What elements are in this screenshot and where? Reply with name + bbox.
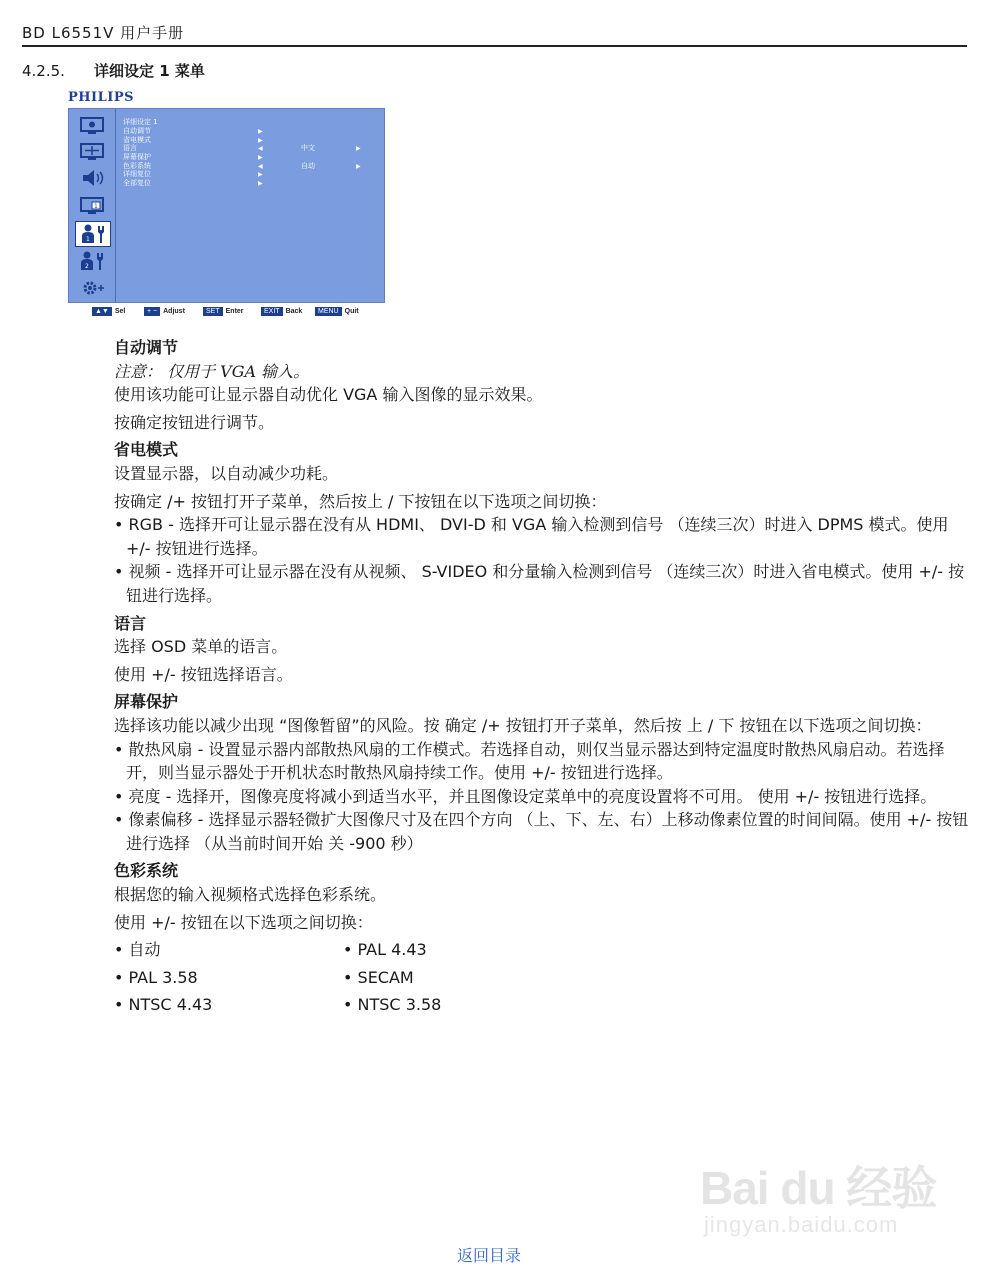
color-option: • PAL 4.43 <box>343 938 572 962</box>
arrow-right-icon: ▶ <box>356 162 361 170</box>
osd-sidebar <box>69 109 116 302</box>
legend-sel: ▲▼ Sel <box>92 307 125 316</box>
legend-back: EXIT Back <box>261 307 302 316</box>
power-save-bullet-rgb: • RGB - 选择开可让显示器在没有从 HDMI、 DVI-D 和 VGA 输入检测到信号 （连续三次）时进入 DPMS 模式。使用 +/- 按钮进行选择。 <box>114 513 970 560</box>
color-option: • PAL 3.58 <box>114 966 343 990</box>
arrow-right-icon: ▶ <box>258 136 263 144</box>
detail-settings-2-icon <box>77 250 107 272</box>
screen-saver-bullet-brightness: • 亮度 - 选择开，图像亮度将减小到适当水平，并且图像设定菜单中的亮度设置将不可用。 使用 +/- 按钮进行选择。 <box>114 785 970 809</box>
language-text: 选择 OSD 菜单的语言。 <box>114 637 288 657</box>
screen-saver-heading: 屏幕保护 <box>114 692 179 712</box>
pip-icon <box>77 195 107 217</box>
language-text: 使用 +/- 按钮选择语言。 <box>114 664 293 684</box>
color-system-value: 自动 <box>301 161 315 170</box>
detail-2-icon-label: 2 <box>85 263 89 270</box>
auto-adjust-text: 使用该功能可让显示器自动优化 VGA 输入图像的显示效果。 <box>114 385 543 405</box>
watermark-url: jingyan.baidu.com <box>704 1212 899 1237</box>
screen-saver-text: 选择该功能以减少出现 “图像暂留”的风险。按 确定 /+ 按钮打开子菜单，然后按 上 / 下 按钮在以下选项之间切换： <box>114 715 932 735</box>
document-header <box>22 22 967 47</box>
arrow-right-icon: ▶ <box>258 128 263 135</box>
osd-menu-item-auto-adjust[interactable]: 自动调节 ▶ <box>123 127 263 135</box>
arrow-left-icon: ◀ <box>258 145 263 153</box>
color-system-text: 使用 +/- 按钮在以下选项之间切换： <box>114 912 373 932</box>
pip-icon-label: 1 <box>94 203 98 210</box>
picture-icon <box>77 115 107 137</box>
auto-adjust-text: 按确定按钮进行调节。 <box>114 412 275 432</box>
language-heading: 语言 <box>114 613 147 633</box>
color-option: • NTSC 3.58 <box>343 993 572 1017</box>
color-option: • NTSC 4.43 <box>114 993 343 1017</box>
osd-menu-list <box>123 118 373 188</box>
power-save-text: 设置显示器，以自动减少功耗。 <box>114 463 339 483</box>
auto-adjust-heading: 自动调节 <box>114 338 179 357</box>
color-option: • 自动 <box>114 938 343 962</box>
power-save-text: 按确定 /+ 按钮打开子菜单，然后按上 / 下按钮在以下选项之间切换： <box>114 491 607 511</box>
osd-menu-item-full-reset[interactable]: 全部复位 ▶ <box>123 179 263 188</box>
language-value: 中文 <box>301 144 315 153</box>
legend-enter: SET Enter <box>203 307 244 316</box>
osd-menu-item-screen-saver[interactable]: 屏幕保护 ▶ <box>123 153 263 162</box>
osd-menu-item-detail-reset[interactable]: 详细复位 ▶ <box>123 170 263 179</box>
screen-saver-bullet-fan: • 散热风扇 - 设置显示器内部散热风扇的工作模式。若选择自动，则仅当显示器达到特定温度时散热风扇启动。若选择开，则当显示器处于开机状态时散热风扇持续工作。使用 +/- 按钮进行选择。 <box>114 738 970 785</box>
power-save-bullet-video: • 视频 - 选择开可让显示器在没有从视频、 S-VIDEO 和分量输入检测到信号 （连续三次）时进入省电模式。使用 +/- 按钮进行选择。 <box>114 560 970 607</box>
arrow-right-icon: ▶ <box>258 171 263 179</box>
baidu-jingyan-watermark <box>700 1130 960 1245</box>
philips-logo: PHILIPS <box>68 90 135 105</box>
color-system-options <box>114 938 970 1017</box>
arrow-right-icon: ▶ <box>258 180 263 188</box>
color-system-heading: 色彩系统 <box>114 861 179 881</box>
legend-adjust: + − Adjust <box>144 307 185 316</box>
osd-menu-item-language[interactable]: 语言 ◀ 中文 ▶ <box>123 144 361 153</box>
section-number: 4.2.5. <box>22 62 65 80</box>
arrow-left-icon: ◀ <box>258 162 263 170</box>
legend-quit: MENU Quit <box>315 307 359 316</box>
document-body <box>114 336 970 1017</box>
osd-menu-item-power-save[interactable]: 省电模式 ▶ <box>123 135 263 144</box>
settings-gear-icon <box>77 277 107 299</box>
section-title: 详细设定 1 菜单 <box>94 62 205 80</box>
screen-saver-bullet-pixel-shift: • 像素偏移 - 选择显示器轻微扩大图像尺寸及在四个方向 （上、下、左、右）上移动像素位置的时间间隔。使用 +/- 按钮进行选择 （从当前时间开始 关 -900 秒） <box>114 808 970 855</box>
baidu-logo: Bai du 经验 <box>700 1162 937 1214</box>
detail-settings-1-icon[interactable] <box>75 221 111 247</box>
color-system-text: 根据您的输入视频格式选择色彩系统。 <box>114 885 387 905</box>
screen-position-icon <box>77 141 107 163</box>
osd-menu-title: 详细设定 1 <box>123 118 158 126</box>
auto-adjust-note: 注意： 仅用于 VGA 输入。 <box>114 361 310 381</box>
back-to-contents-link[interactable]: 返回目录 <box>457 1246 522 1265</box>
power-save-heading: 省电模式 <box>114 440 179 460</box>
header-title: BD L6551V 用户手册 <box>22 24 185 42</box>
section-heading <box>22 60 205 81</box>
osd-menu-screenshot <box>68 108 385 303</box>
osd-menu-item-color-system[interactable]: 色彩系统 ◀ 自动 ▶ <box>123 161 361 170</box>
color-option: • SECAM <box>343 966 572 990</box>
arrow-right-icon: ▶ <box>356 145 361 153</box>
speaker-icon <box>77 167 107 189</box>
arrow-right-icon: ▶ <box>258 154 263 162</box>
detail-1-icon-label: 1 <box>86 236 90 243</box>
